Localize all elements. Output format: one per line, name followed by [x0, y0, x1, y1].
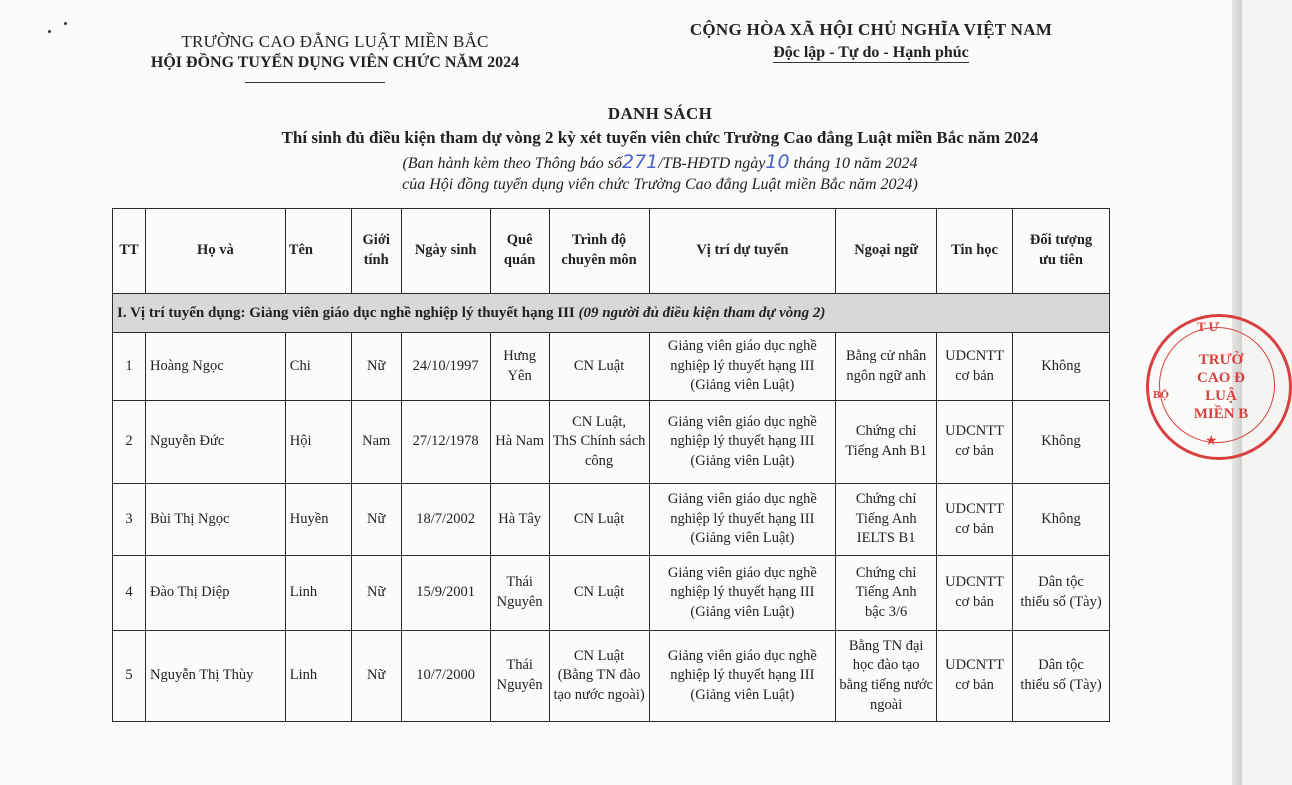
table-row — [113, 631, 1110, 722]
issuer-underline — [245, 82, 385, 83]
cell-tt: 4 — [113, 556, 146, 631]
col-ho-va: Họ và — [145, 209, 285, 294]
cell-vi-tri: Giảng viên giáo dục nghề nghiệp lý thuyết hạng III (Giảng viên Luật) — [649, 401, 836, 484]
cell-ten: Chi — [285, 333, 351, 401]
table-row — [113, 333, 1110, 401]
cell-tt: 3 — [113, 484, 146, 556]
cell-ho-va: Đào Thị Diệp — [145, 556, 285, 631]
title-note-line2: của Hội đồng tuyển dụng viên chức Trường Cao đẳng Luật miền Bắc năm 2024) — [402, 176, 918, 193]
republic-name: CỘNG HÒA XÃ HỘI CHỦ NGHĨA VIỆT NAM — [689, 20, 1053, 39]
cell-ho-va: Nguyễn Thị Thùy — [145, 631, 285, 722]
cell-tin-hoc: UDCNTT cơ bản — [937, 333, 1013, 401]
section-label: I. Vị trí tuyển dụng: Giảng viên giáo dục nghề nghiệp lý thuyết hạng III — [117, 304, 579, 321]
col-trinh-do: Trình độ chuyên môn — [549, 209, 649, 294]
cell-vi-tri: Giảng viên giáo dục nghề nghiệp lý thuyết hạng III (Giảng viên Luật) — [649, 333, 836, 401]
note-post: tháng 10 năm 2024 — [789, 155, 918, 172]
document-title — [140, 104, 1180, 194]
cell-ngoai-ngu: Bằng cử nhân ngôn ngữ anh — [836, 333, 937, 401]
council-name: HỘI ĐỒNG TUYỂN DỤNG VIÊN CHỨC NĂM 2024 — [150, 54, 520, 71]
col-que-quan: Quê quán — [490, 209, 549, 294]
handwritten-day: 10 — [765, 151, 790, 173]
cell-trinh-do: CN Luật — [549, 333, 649, 401]
cell-doi-tuong: Không — [1013, 333, 1110, 401]
note-pre: (Ban hành kèm theo Thông báo số — [402, 155, 622, 172]
title-main: DANH SÁCH — [607, 104, 713, 123]
cell-que-quan: Hà Tây — [490, 484, 549, 556]
issuer-header — [130, 32, 540, 72]
cell-vi-tri: Giảng viên giáo dục nghề nghiệp lý thuyết hạng III (Giảng viên Luật) — [649, 631, 836, 722]
cell-ngay-sinh: 15/9/2001 — [401, 556, 490, 631]
cell-que-quan: Thái Nguyên — [490, 631, 549, 722]
seal-top-text: TƯ — [1197, 319, 1223, 334]
col-vi-tri: Vị trí dự tuyển — [649, 209, 836, 294]
cell-ten: Hội — [285, 401, 351, 484]
cell-trinh-do: CN Luật — [549, 556, 649, 631]
handwritten-number: 271 — [621, 151, 659, 173]
cell-que-quan: Hà Nam — [490, 401, 549, 484]
cell-gioi-tinh: Nữ — [351, 333, 401, 401]
cell-tt: 2 — [113, 401, 146, 484]
table-row — [113, 556, 1110, 631]
col-doi-tuong: Đối tượng ưu tiên — [1013, 209, 1110, 294]
seal-center-text: TRƯỜ CAO Đ LUẬ MIỀN B — [1193, 352, 1249, 422]
title-subtitle: Thí sinh đủ điều kiện tham dự vòng 2 kỳ xét tuyển viên chức Trường Cao đẳng Luật miền Bắc năm 2024 — [281, 128, 1039, 147]
cell-ho-va: Hoàng Ngọc — [145, 333, 285, 401]
note-mid: /TB-HĐTD ngày — [658, 155, 766, 172]
speck — [64, 22, 67, 25]
header-row — [113, 209, 1110, 294]
cell-tt: 5 — [113, 631, 146, 722]
cell-ngay-sinh: 24/10/1997 — [401, 333, 490, 401]
col-ten: Tên — [285, 209, 351, 294]
cell-ten: Huyền — [285, 484, 351, 556]
cell-trinh-do: CN Luật, ThS Chính sách công — [549, 401, 649, 484]
national-header — [676, 20, 1066, 62]
cell-doi-tuong: Dân tộc thiểu số (Tày) — [1013, 631, 1110, 722]
cell-ngay-sinh: 10/7/2000 — [401, 631, 490, 722]
table-row — [113, 484, 1110, 556]
cell-doi-tuong: Dân tộc thiểu số (Tày) — [1013, 556, 1110, 631]
official-seal — [1146, 314, 1292, 460]
col-ngoai-ngu: Ngoại ngữ — [836, 209, 937, 294]
cell-que-quan: Hưng Yên — [490, 333, 549, 401]
speck — [48, 30, 51, 33]
cell-gioi-tinh: Nữ — [351, 631, 401, 722]
table-row — [113, 401, 1110, 484]
cell-ngoai-ngu: Chứng chỉ Tiếng Anh IELTS B1 — [836, 484, 937, 556]
cell-ngay-sinh: 27/12/1978 — [401, 401, 490, 484]
cell-doi-tuong: Không — [1013, 484, 1110, 556]
cell-vi-tri: Giảng viên giáo dục nghề nghiệp lý thuyết hạng III (Giảng viên Luật) — [649, 556, 836, 631]
cell-tin-hoc: UDCNTT cơ bản — [937, 401, 1013, 484]
cell-ten: Linh — [285, 556, 351, 631]
cell-vi-tri: Giảng viên giáo dục nghề nghiệp lý thuyết hạng III (Giảng viên Luật) — [649, 484, 836, 556]
section-note: (09 người đủ điều kiện tham dự vòng 2) — [578, 304, 826, 321]
cell-ngoai-ngu: Chứng chỉ Tiếng Anh bậc 3/6 — [836, 556, 937, 631]
cell-gioi-tinh: Nữ — [351, 484, 401, 556]
seal-star-icon: ★ — [1205, 434, 1218, 449]
cell-ngay-sinh: 18/7/2002 — [401, 484, 490, 556]
section-title — [113, 294, 1110, 333]
col-tin-hoc: Tin học — [937, 209, 1013, 294]
cell-ngoai-ngu: Chứng chỉ Tiếng Anh B1 — [836, 401, 937, 484]
cell-doi-tuong: Không — [1013, 401, 1110, 484]
col-ngay-sinh: Ngày sinh — [401, 209, 490, 294]
school-name: TRƯỜNG CAO ĐẲNG LUẬT MIỀN BẮC — [181, 32, 489, 51]
cell-gioi-tinh: Nam — [351, 401, 401, 484]
title-note — [140, 151, 1180, 173]
section-row — [113, 294, 1110, 333]
cell-gioi-tinh: Nữ — [351, 556, 401, 631]
col-tt: TT — [113, 209, 146, 294]
cell-que-quan: Thái Nguyên — [490, 556, 549, 631]
cell-ho-va: Nguyễn Đức — [145, 401, 285, 484]
cell-tt: 1 — [113, 333, 146, 401]
cell-tin-hoc: UDCNTT cơ bản — [937, 484, 1013, 556]
cell-ho-va: Bùi Thị Ngọc — [145, 484, 285, 556]
motto — [676, 44, 1066, 62]
candidate-table — [112, 208, 1110, 722]
scan-specks — [46, 20, 76, 40]
seal-side-text: BỘ — [1153, 389, 1169, 401]
col-gioi-tinh: Giới tính — [351, 209, 401, 294]
cell-ten: Linh — [285, 631, 351, 722]
cell-tin-hoc: UDCNTT cơ bản — [937, 556, 1013, 631]
cell-ngoai-ngu: Bằng TN đại học đào tạo bằng tiếng nước ngoài — [836, 631, 937, 722]
cell-trinh-do: CN Luật — [549, 484, 649, 556]
motto-text: Độc lập - Tự do - Hạnh phúc — [773, 44, 969, 61]
cell-tin-hoc: UDCNTT cơ bản — [937, 631, 1013, 722]
cell-trinh-do: CN Luật (Bằng TN đào tạo nước ngoài) — [549, 631, 649, 722]
